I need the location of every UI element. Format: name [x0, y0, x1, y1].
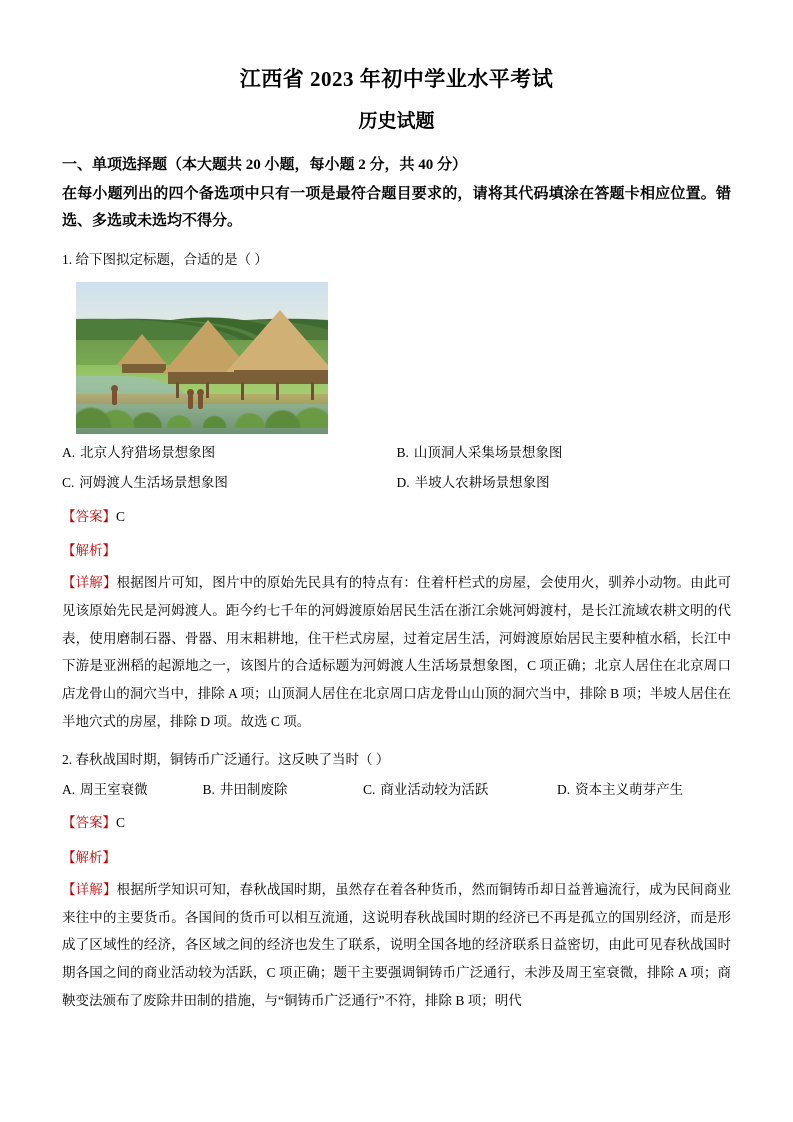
question-figure [76, 282, 328, 434]
analysis-line [62, 537, 731, 565]
option-b-text: 井田制废除 [219, 781, 288, 797]
hut-platform-small [122, 364, 166, 373]
answer-line [62, 809, 731, 837]
detail-block [62, 569, 731, 735]
option-d-label: D. [557, 781, 571, 797]
option-b[interactable] [397, 440, 732, 466]
answer-tag: 【答案】 [62, 815, 116, 831]
question-block [62, 747, 731, 1014]
option-d-label: D. [396, 475, 410, 491]
analysis-line [62, 844, 731, 872]
stilt-post [206, 382, 209, 398]
option-d-text: 资本主义萌芽产生 [575, 781, 684, 797]
detail-text: 根据所学知识可知，春秋战国时期，虽然存在着各种货币，然而铜铸币却日益普遍流行，成为民间商业来往中的主要货币。各国间的货币可以相互流通，这说明春秋战国时期的经济已不再是孤立的国别经济，而是形成了区域性的经济，各区域之间的经济也发生了联系，说明全国各地的经济联系日益密切，由此可见春秋战国时期各国之间的商业活动较为活跃，C 项正确；题干主要强调铜铸币广泛通行，未涉及周王室衰微，排除 A 项；商鞅变法颁布了废除井田制的措施，与“铜铸币广泛通行”不符，排除 B 项；明代 [62, 881, 731, 1008]
question-stem: 1. 给下图拟定标题，合适的是（ ） [62, 252, 268, 268]
option-a[interactable] [62, 440, 397, 466]
figure-person-farming [112, 390, 117, 405]
section-heading: 一、单项选择题（本大题共 20 小题，每小题 2 分，共 40 分） [62, 157, 468, 173]
option-b[interactable] [202, 777, 363, 803]
option-c-label: C. [363, 781, 376, 797]
page-title: 江西省 2023 年初中学业水平考试 [239, 67, 554, 91]
option-b-label: B. [396, 444, 409, 460]
option-b-label: B. [202, 781, 215, 797]
detail-tag: 【详解】 [62, 881, 117, 897]
option-a-label: A. [62, 444, 76, 460]
option-c-text: 商业活动较为活跃 [380, 781, 489, 797]
answer-value: C [116, 508, 126, 524]
option-d[interactable] [557, 777, 731, 803]
page-subtitle: 历史试题 [358, 110, 435, 132]
question-block [62, 247, 731, 735]
option-b-text: 山顶洞人采集场景想象图 [413, 444, 563, 460]
answer-tag: 【答案】 [62, 508, 116, 524]
option-row [62, 777, 731, 803]
detail-text: 根据图片可知，图片中的原始先民具有的特点有：住着杆栏式的房屋，会使用火，驯养小动物。由此可见该原始先民是河姆渡人。距今约七千年的河姆渡原始居民生活在浙江余姚河姆渡村，是长江流域农耕文明的代表，使用磨制石器、骨器、用末耜耕地，住干栏式房屋，过着定居生活，河姆渡原始居民主要种植水稻，长江中下游是亚洲稻的起源地之一，该图片的合适标题为河姆渡人生活场景想象图，C 项正确；北京人居住在北京周口店龙骨山的洞穴当中，排除 A 项；山顶洞人居住在北京周口店龙骨山山顶的洞穴当中，排除 B 项；半坡人居住在半地穴式的房屋，排除 D 项。故选 C 项。 [62, 575, 731, 729]
answer-line [62, 503, 731, 531]
rice-plants [76, 406, 328, 428]
thatched-hut-small [116, 334, 168, 366]
stilt-post [176, 382, 179, 398]
stilt-post [276, 382, 279, 400]
option-c-label: C. [62, 475, 75, 491]
option-row [62, 440, 731, 466]
option-d[interactable] [397, 470, 732, 496]
option-c[interactable] [62, 470, 397, 496]
stilt-post [241, 382, 244, 400]
detail-block [62, 876, 731, 1014]
analysis-tag: 【解析】 [62, 542, 116, 558]
option-row [62, 470, 731, 496]
option-d-text: 半坡人农耕场景想象图 [414, 475, 550, 491]
answer-value: C [116, 815, 126, 831]
question-stem: 2. 春秋战国时期，铜铸币广泛通行。这反映了当时（ ） [62, 752, 390, 768]
option-a[interactable] [62, 777, 202, 803]
option-a-text: 周王室衰微 [80, 781, 148, 797]
option-a-text: 北京人狩猎场景想象图 [80, 444, 216, 460]
option-c[interactable] [363, 777, 557, 803]
thatched-hut-large [226, 310, 328, 372]
analysis-tag: 【解析】 [62, 849, 116, 865]
illustration-primitive-village [76, 282, 328, 434]
option-a-label: A. [62, 781, 76, 797]
stilt-post [311, 382, 314, 400]
option-c-text: 河姆渡人生活场景想象图 [79, 475, 228, 491]
detail-tag: 【详解】 [62, 575, 117, 591]
section-instructions: 在每小题列出的四个备选项中只有一项是最符合题目要求的，请将其代码填涂在答题卡相应位置。错选、多选或未选均不得分。 [62, 186, 731, 230]
